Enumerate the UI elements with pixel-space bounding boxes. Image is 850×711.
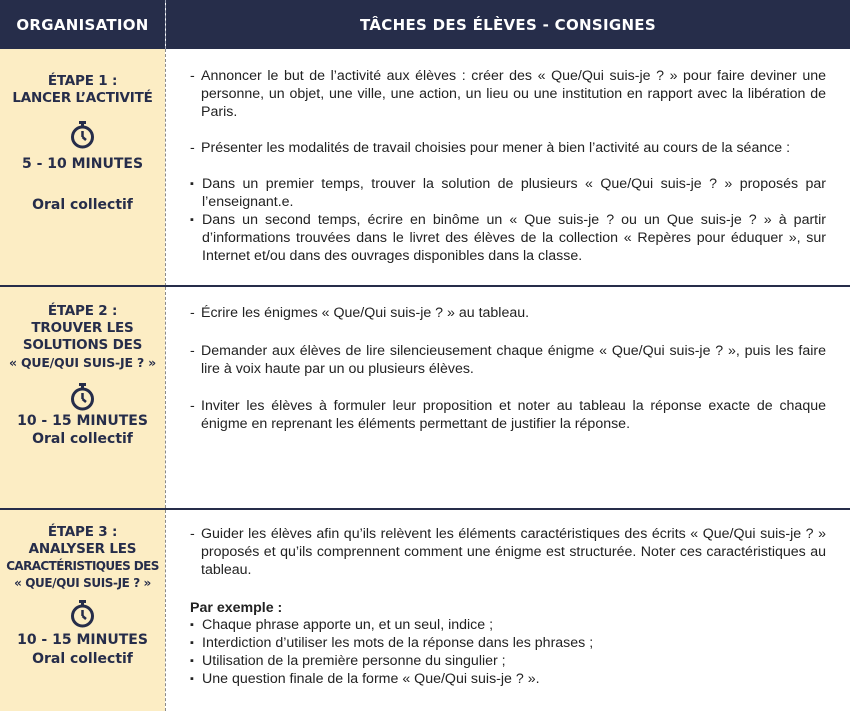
list-item: ▪ Une question finale de la forme « Que/Qui suis-je ? ». bbox=[190, 671, 540, 687]
stage-title-1: ÉTAPE 1 : LANCER L’ACTIVITÉ bbox=[12, 73, 153, 106]
stage-row-1 bbox=[0, 49, 850, 286]
task-item: - Inviter les élèves à formuler leur proposition et noter au tableau la réponse exacte de chaque énigme en reprenant les éléments permettant de justifier la réponse. bbox=[190, 398, 826, 432]
stage-cell-1 bbox=[0, 49, 165, 286]
task-item: - Annoncer le but de l’activité aux élèves : créer des « Que/Qui suis-je ? » pour faire deviner une personne, un objet, une ville, une action, un lieu ou une institution en rapport avec la libération de Paris. bbox=[190, 68, 826, 120]
stage-row-3 bbox=[0, 510, 850, 711]
list-item: ▪ Dans un second temps, écrire en binôme un « Que suis-je ? ou un Que suis-je ? » à partir d’informations trouvées dans le livret des élèves de la collection « Repères pour éduquer », sur Internet et/ou dans des ouvrages disponibles dans la classe. bbox=[190, 212, 826, 264]
header-taches: TÂCHES DES ÉLÈVES - CONSIGNES bbox=[166, 0, 850, 49]
header-organisation: ORGANISATION bbox=[0, 0, 165, 49]
task-item: - Présenter les modalités de travail choisies pour mener à bien l’activité au cours de la séance : bbox=[190, 140, 791, 156]
stage-cell-2 bbox=[0, 287, 165, 508]
stage-mode-1: Oral collectif bbox=[32, 197, 133, 213]
task-item: - Guider les élèves afin qu’ils relèvent les éléments caractéristiques des écrits « Que/Qui suis-je ? » proposés et qu’ils comprennent comment une énigme est structurée. Noter ces caractéristiques au tableau. bbox=[190, 526, 826, 578]
stage-duration-1: 5 - 10 MINUTES bbox=[21, 156, 144, 172]
stage-mode-3: Oral collectif bbox=[32, 651, 133, 667]
stage-mode-2: Oral collectif bbox=[32, 431, 133, 447]
stage-row-2 bbox=[0, 287, 850, 508]
stopwatch-icon bbox=[70, 600, 95, 628]
task-item: - Demander aux élèves de lire silencieusement chaque énigme « Que/Qui suis-je ? », puis les faire lire à voix haute par un ou plusieurs élèves. bbox=[190, 343, 826, 377]
example-bullet-list bbox=[166, 616, 826, 688]
stage-cell-3 bbox=[0, 510, 165, 711]
stage-duration-3: 10 - 15 MINUTES bbox=[17, 632, 148, 648]
example-label: Par exemple : bbox=[190, 600, 283, 616]
stopwatch-icon bbox=[70, 383, 95, 411]
list-item: ▪ Chaque phrase apporte un, et un seul, indice ; bbox=[190, 617, 494, 633]
list-item: ▪ Dans un premier temps, trouver la solution de plusieurs « Que/Qui suis-je ? » proposés par l’enseignant.e. bbox=[190, 176, 826, 210]
stopwatch-icon bbox=[70, 121, 95, 149]
stage-title-3: ÉTAPE 3 : ANALYSER LES CARACTÉRISTIQUES DES « QUE/QUI SUIS-JE ? » bbox=[6, 524, 159, 590]
tasks-cell-1 bbox=[166, 49, 850, 286]
list-item: ▪ Interdiction d’utiliser les mots de la réponse dans les phrases ; bbox=[190, 635, 594, 651]
task-item: - Écrire les énigmes « Que/Qui suis-je ? » au tableau. bbox=[190, 305, 530, 321]
list-item: ▪ Utilisation de la première personne du singulier ; bbox=[190, 653, 506, 669]
task-bullet-list bbox=[166, 175, 826, 265]
tasks-cell-2 bbox=[166, 287, 850, 508]
stage-duration-2: 10 - 15 MINUTES bbox=[17, 413, 148, 429]
tasks-cell-3 bbox=[166, 510, 850, 711]
stage-title-2: ÉTAPE 2 : TROUVER LES SOLUTIONS DES « QUE/QUI SUIS-JE ? » bbox=[8, 303, 157, 370]
